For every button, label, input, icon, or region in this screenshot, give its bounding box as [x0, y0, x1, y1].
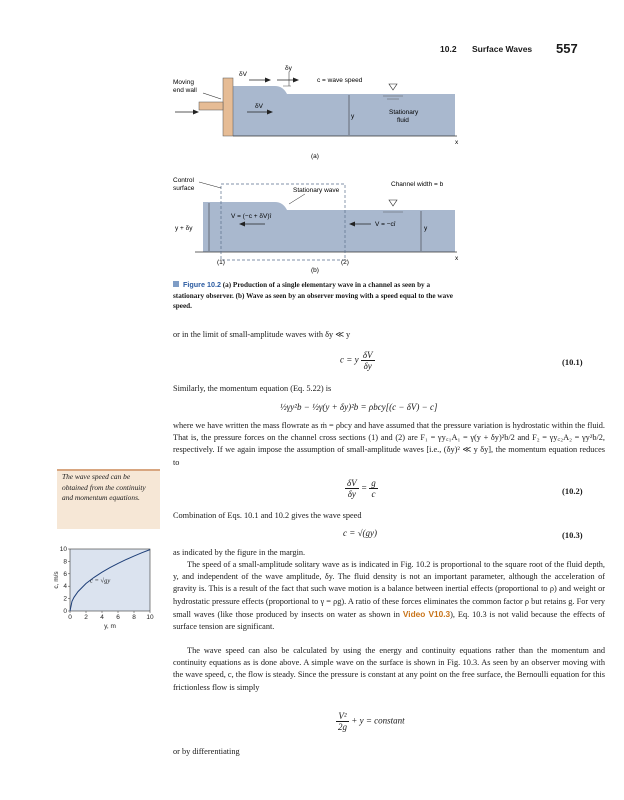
fluid-region-a	[233, 86, 455, 136]
y-tick-label: 0	[63, 608, 67, 615]
margin-chart	[52, 543, 170, 635]
eq-number-10-2: (10.2)	[562, 486, 583, 496]
label-dy-a: δy	[285, 65, 292, 72]
eq2-rhs-den: c	[371, 489, 376, 499]
label-dV-a: δV	[239, 71, 247, 78]
eq4-den: 2g	[338, 722, 347, 732]
x-tick-label: 2	[84, 614, 88, 621]
equation-10-2: $\frac{\delta V}{\delta y}$ = $\frac{g}{c}$	[347, 478, 376, 499]
paragraph-6a: The speed of a small-amplitude solitary wave as is indicated in Fig. 10.2 is proportional to the square root of the fluid depth, y, and independent of the wave amplitude, δy. The fluid density is not an important parameter, although the acceleration of gravity is. This is a result of the fact that such wave motion is a balance between inertial effects (proportional to ρ) and weight or hydrostatic pressure effects (proportional to γ = ρg). A ratio of these forces eliminates the common factor ρ but retains g. For very small waves (like those produced by insects on water as shown in	[173, 560, 605, 619]
moving-end-wall	[223, 78, 233, 136]
equation-momentum: ½γy²b − ½γ(y + δy)²b = ρbcy[(c − δV) − c]	[280, 402, 438, 412]
paragraph-6	[173, 559, 605, 633]
paragraph-4: Combination of Eqs. 10.1 and 10.2 gives the wave speed	[173, 511, 362, 520]
piston-rod	[199, 102, 223, 110]
label-y-dy-b: y + δy	[175, 225, 193, 232]
eq2-lhs-num: δV	[347, 478, 357, 488]
sublabel-b: (b)	[311, 267, 319, 274]
label-v-left: V = (−c + δV)î	[231, 213, 272, 220]
section-title: Surface Waves	[472, 44, 533, 54]
y-tick-label: 10	[59, 546, 67, 553]
label-stationary-2: fluid	[397, 117, 409, 124]
eq-number-10-3: (10.3)	[562, 530, 583, 540]
label-section-1: (1)	[217, 259, 225, 266]
label-dV2-a: δV	[255, 103, 263, 110]
figure-caption	[173, 280, 458, 312]
chart-annotation: c = √gy	[90, 577, 111, 585]
label-control-2: surface	[173, 185, 195, 192]
sublabel-a: (a)	[311, 153, 319, 160]
label-control-1: Control	[173, 177, 194, 184]
equation-10-3: c = √(gy)	[343, 528, 377, 538]
paragraph-8: or by differentiating	[173, 747, 240, 756]
label-moving-2: end wall	[173, 87, 197, 94]
eq1-lhs: c = y	[340, 354, 359, 365]
paragraph-5: as indicated by the figure in the margin.	[173, 548, 306, 557]
y-tick-label: 4	[63, 583, 67, 591]
paragraph-1: or in the limit of small-amplitude waves with δy ≪ y	[173, 330, 351, 339]
paragraph-2: Similarly, the momentum equation (Eq. 5.22) is	[173, 384, 332, 393]
equation-10-1	[340, 350, 375, 371]
x-tick-label: 10	[146, 614, 154, 621]
label-y-b: y	[424, 225, 428, 232]
label-x-a: x	[455, 139, 459, 146]
y-tick-label: 2	[63, 595, 67, 603]
y-tick-label: 6	[63, 570, 67, 578]
page-number: 557	[556, 41, 578, 56]
y-tick-label: 8	[63, 558, 67, 566]
x-tick-label: 0	[68, 614, 72, 621]
label-v-right: V = −cî	[375, 221, 396, 228]
paragraph-3: where we have written the mass flowrate as ṁ = ρbcy and have assumed that the pressure variation is hydrostatic within the fluid. That is, the pressure forces on the channel cross sections (1) and (2) are F₁ = γy꜀₁A₁ = γ(y + δy)²b/2 and F₂ = γy꜀₂A₂ = γy²b/2, respectively. If we again impose the assumption of small-amplitude waves [i.e., (δy)² ≪ y δy], the momentum equation reduces to	[173, 421, 605, 467]
label-moving-1: Moving	[173, 79, 194, 86]
caption-figure-number: Figure 10.2	[183, 280, 221, 289]
label-wave-speed: c = wave speed	[317, 77, 363, 84]
margin-note-text: The wave speed can be obtained from the continuity and momentum equations.	[62, 472, 146, 503]
figure-10-2	[165, 62, 465, 274]
caption-text: (a) Production of a single elementary wave in a channel as seen by a stationary observer. (b) Wave as seen by an observer moving with a speed equal to the wave speed.	[173, 281, 453, 310]
label-section-2: (2)	[341, 259, 349, 266]
eq2-rhs-num: g	[371, 478, 376, 488]
x-tick-label: 6	[116, 614, 120, 621]
section-number: 10.2	[440, 44, 457, 54]
label-channel-width: Channel width = b	[391, 181, 444, 188]
caption-square-icon	[173, 281, 179, 287]
x-axis-label: y, m	[104, 623, 116, 630]
eq4-rest: + y = constant	[351, 715, 405, 726]
label-y-a: y	[351, 113, 355, 120]
eq1-den: δy	[363, 361, 372, 371]
label-stationary-1: Stationary	[389, 109, 419, 116]
equation-bernoulli	[336, 711, 405, 732]
label-x-b: x	[455, 255, 459, 262]
eq1-num: δV	[362, 350, 373, 360]
eq-number-10-1: (10.1)	[562, 357, 583, 367]
eq2-lhs-den: δy	[347, 489, 356, 499]
y-axis-label: c, m/s	[53, 571, 60, 589]
x-tick-label: 8	[132, 614, 136, 621]
paragraph-7: The wave speed can also be calculated by using the energy and continuity equations rather than the momentum and continuity equations as is done above. A simple wave on the surface is shown in Fig. 10.3. As seen by an observer moving with the wave speed, c, the flow is steady. Since the pressure is constant at any point on the free surface, the Bernoulli equation for this frictionless flow is simply	[173, 646, 605, 692]
eq4-num: V²	[336, 711, 349, 722]
label-stationary-wave: Stationary wave	[293, 187, 340, 194]
fluid-region-b	[203, 202, 455, 252]
x-tick-label: 4	[100, 614, 104, 621]
video-link[interactable]: Video V10.3	[402, 608, 451, 619]
paragraph-6b: ), Eq. 10.3 is not valid because the effects of surface tension are significant.	[173, 609, 605, 632]
